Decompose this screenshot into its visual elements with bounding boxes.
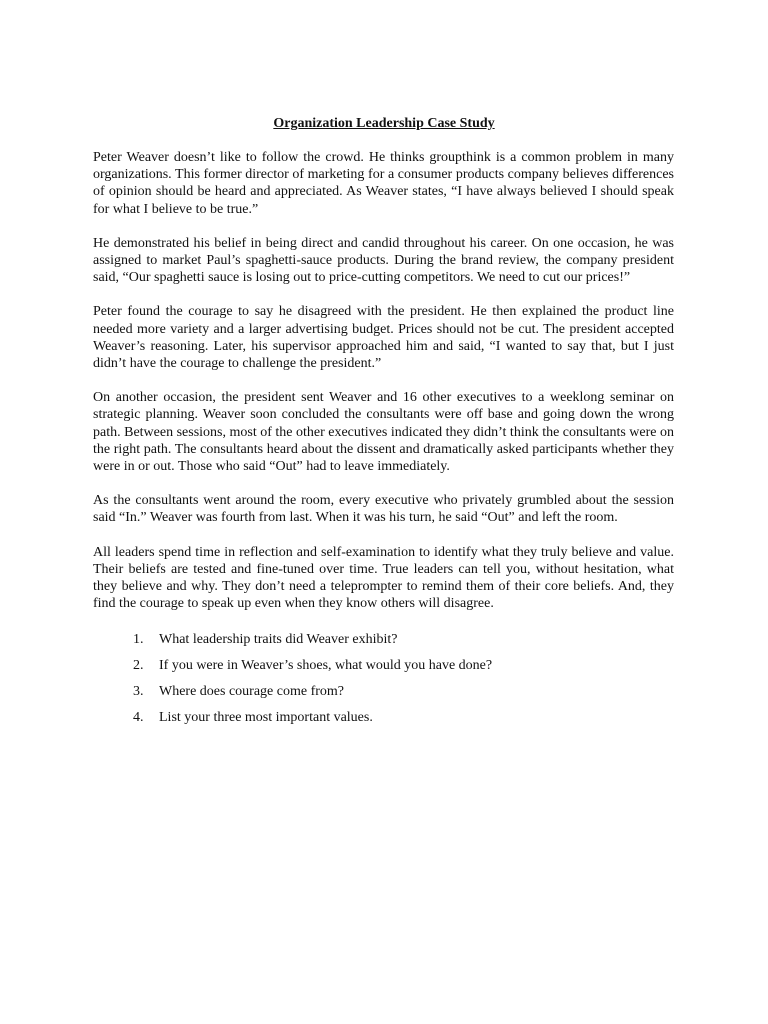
document-body [93,149,674,735]
question-item [133,683,674,700]
question-list [93,631,674,725]
document-title: Organization Leadership Case Study [273,116,495,131]
paragraph-2: He demonstrated his belief in being direct and candid throughout his career. On one occasion, he was assigned to market Paul’s spaghetti-sauce products. During the brand review, the company president said, “Our spaghetti sauce is losing out to price-cutting competitors. We need to cut our prices!” [93,235,674,286]
paragraph-5: As the consultants went around the room, every executive who privately grumbled about the session said “In.” Weaver was fourth from last. When it was his turn, he said “Out” and left the room. [93,493,674,526]
question-text: List your three most important values. [159,709,373,725]
question-item [133,631,674,648]
question-item [133,709,674,726]
paragraph-6: All leaders spend time in reflection and self-examination to identify what they truly believe and value. Their beliefs are tested and fine-tuned over time. True leaders can tell you, without hesitation, what they believe and why. They don’t need a teleprompter to remind them of their core beliefs. And, they find the courage to speak up even when they know others will disagree. [93,544,674,612]
paragraph-4: On another occasion, the president sent Weaver and 16 other executives to a weeklong seminar on strategic planning. Weaver soon concluded the consultants were off base and going down the wrong path. Between sessions, most of the other executives indicated they didn’t think the consultants were on the right path. The consultants heard about the dissent and dramatically asked participants whether they were in or out. Those who said “Out” had to leave immediately. [93,390,674,475]
question-number: 4. [133,709,144,725]
question-number: 3. [133,684,144,700]
question-text: If you were in Weaver’s shoes, what would you have done? [159,658,493,674]
question-text: Where does courage come from? [159,684,345,700]
question-text: What leadership traits did Weaver exhibit? [159,632,398,648]
question-item [133,657,674,674]
question-number: 2. [133,658,144,674]
paragraph-1: Peter Weaver doesn’t like to follow the crowd. He thinks groupthink is a common problem in many organizations. This former director of marketing for a consumer products company believes differences of opinion should be heard and appreciated. As Weaver states, “I have always believed I should speak for what I believe to be true.” [93,150,674,217]
question-number: 1. [133,632,144,648]
paragraph-3: Peter found the courage to say he disagreed with the president. He then explained the product line needed more variety and a larger advertising budget. Prices should not be cut. The president accepted Weaver’s reasoning. Later, his supervisor approached him and said, “I wanted to say that, but I just didn’t have the courage to challenge the president.” [93,304,674,372]
